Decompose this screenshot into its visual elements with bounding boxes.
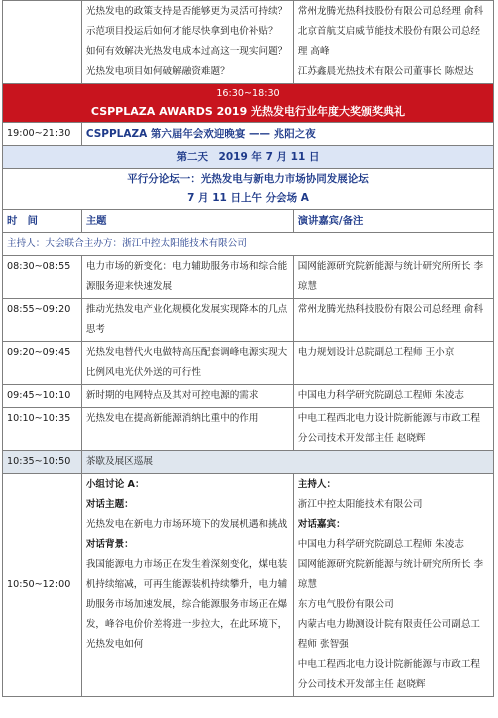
row-speaker: 电力规划设计总院副总工程师 王小京 — [293, 342, 493, 385]
panel-guest: 东方电气股份有限公司 — [297, 599, 394, 610]
row-time: 09:45~10:10 — [3, 385, 82, 408]
day2-title: 第二天 2019 年 7 月 11 日 — [3, 146, 494, 169]
forum-venue: 7 月 11 日上午 分会场 A — [187, 192, 309, 204]
panel-topic-cell — [81, 474, 293, 697]
dinner-title: CSPPLAZA 第六届年会欢迎晚宴 —— 兆阳之夜 — [81, 123, 493, 146]
discussion-questions — [81, 1, 293, 84]
discussion-speakers — [293, 1, 493, 84]
panel-time: 10:50~12:00 — [3, 474, 82, 697]
table-row — [3, 299, 494, 342]
row-speaker: 中电工程西北电力设计院新能源与市政工程分公司技术开发部主任 赵晓辉 — [293, 408, 493, 451]
host-row — [3, 233, 494, 256]
awards-banner — [3, 84, 494, 123]
forum-row — [3, 169, 494, 210]
row-time: 10:10~10:35 — [3, 408, 82, 451]
panel-speakers-cell — [293, 474, 493, 697]
panel-host-label: 主持人： — [297, 479, 337, 490]
table-row — [3, 256, 494, 299]
time-cell-empty — [3, 1, 82, 84]
tea-label: 茶歇及展区巡展 — [81, 451, 493, 474]
question-1: 光热发电的政策支持是否能够更为灵活可持续？ — [85, 6, 288, 17]
panel-host: 浙江中控太阳能技术有限公司 — [297, 499, 423, 510]
dinner-time: 19:00~21:30 — [3, 123, 82, 146]
day2-row — [3, 146, 494, 169]
header-speaker: 演讲嘉宾/备注 — [293, 210, 493, 233]
panel-discussion-row — [3, 474, 494, 697]
panel-guest: 国网能源研究院新能源与统计研究所所长 李琼慧 — [297, 559, 484, 590]
row-topic: 推动光热发电产业化规模化发展实现降本的几点思考 — [81, 299, 293, 342]
panel-topic: 光热发电在新电力市场环境下的发展机遇和挑战 — [85, 519, 288, 530]
question-3: 如何有效解决光热发电成本过高这一现实问题？ — [85, 46, 288, 57]
row-topic: 光热发电替代火电做特高压配套调峰电源实现大比例风电光伏外送的可行性 — [81, 342, 293, 385]
row-speaker: 中国电力科学研究院副总工程师 朱凌志 — [293, 385, 493, 408]
row-time: 09:20~09:45 — [3, 342, 82, 385]
question-4: 光热发电项目如何破解融资难题？ — [85, 66, 230, 77]
header-time: 时 间 — [3, 210, 82, 233]
row-speaker: 国网能源研究院新能源与统计研究所所长 李琼慧 — [293, 256, 493, 299]
row-speaker: 常州龙腾光热科技股份有限公司总经理 俞科 — [293, 299, 493, 342]
row-time: 08:30~08:55 — [3, 256, 82, 299]
panel-guest: 内蒙古电力勘测设计院有限责任公司副总工程师 张智强 — [297, 619, 481, 650]
row-topic: 光热发电在提高新能源消纳比重中的作用 — [81, 408, 293, 451]
table-row — [3, 342, 494, 385]
agenda-table — [2, 0, 494, 697]
panel-guest: 中电工程西北电力设计院新能源与市政工程分公司技术开发部主任 赵晓辉 — [297, 659, 481, 690]
host-line: 主持人：大会联合主办方：浙江中控太阳能技术有限公司 — [3, 233, 494, 256]
question-2: 示范项目投运后如何才能尽快拿到电价补贴？ — [85, 26, 278, 37]
speaker-1: 常州龙腾光热科技股份有限公司总经理 俞科 — [297, 6, 484, 17]
table-row — [3, 385, 494, 408]
panel-guest: 中国电力科学研究院副总工程师 朱凌志 — [297, 539, 464, 550]
speaker-2: 北京首航艾启威节能技术股份有限公司总经理 高峰 — [297, 26, 481, 57]
dinner-row — [3, 123, 494, 146]
panel-guests-label: 对话嘉宾： — [297, 519, 346, 530]
tea-time: 10:35~10:50 — [3, 451, 82, 474]
row-topic: 新时期的电网特点及其对可控电源的需求 — [81, 385, 293, 408]
awards-banner-row — [3, 84, 494, 123]
panel-background: 我国能源电力市场正在发生着深刻变化，煤电装机持续缩减，可再生能源装机持续攀升，电力辅助服务市场加速发展，综合能源服务市场正在爆发，峰谷电价价差将进一步拉大，在此环境下，光热发电如何 — [85, 559, 288, 650]
continued-discussion-row — [3, 1, 494, 84]
awards-title: CSPPLAZA AWARDS 2019 光热发电行业年度大奖颁奖典礼 — [90, 105, 406, 118]
table-row — [3, 408, 494, 451]
tea-break-row — [3, 451, 494, 474]
awards-time: 16:30~18:30 — [216, 88, 280, 99]
panel-topic-label: 对话主题： — [85, 499, 134, 510]
row-topic: 电力市场的新变化：电力辅助服务市场和综合能源服务迎来快速发展 — [81, 256, 293, 299]
table-header-row — [3, 210, 494, 233]
panel-background-label: 对话背景： — [85, 539, 134, 550]
panel-group-label: 小组讨论 A： — [85, 479, 145, 490]
forum-cell — [3, 169, 494, 210]
forum-title: 平行分论坛一：光热发电与新电力市场协同发展论坛 — [127, 173, 369, 185]
speaker-3: 江苏鑫晨光热技术有限公司董事长 陈煜达 — [297, 66, 474, 77]
header-topic: 主题 — [81, 210, 293, 233]
row-time: 08:55~09:20 — [3, 299, 82, 342]
